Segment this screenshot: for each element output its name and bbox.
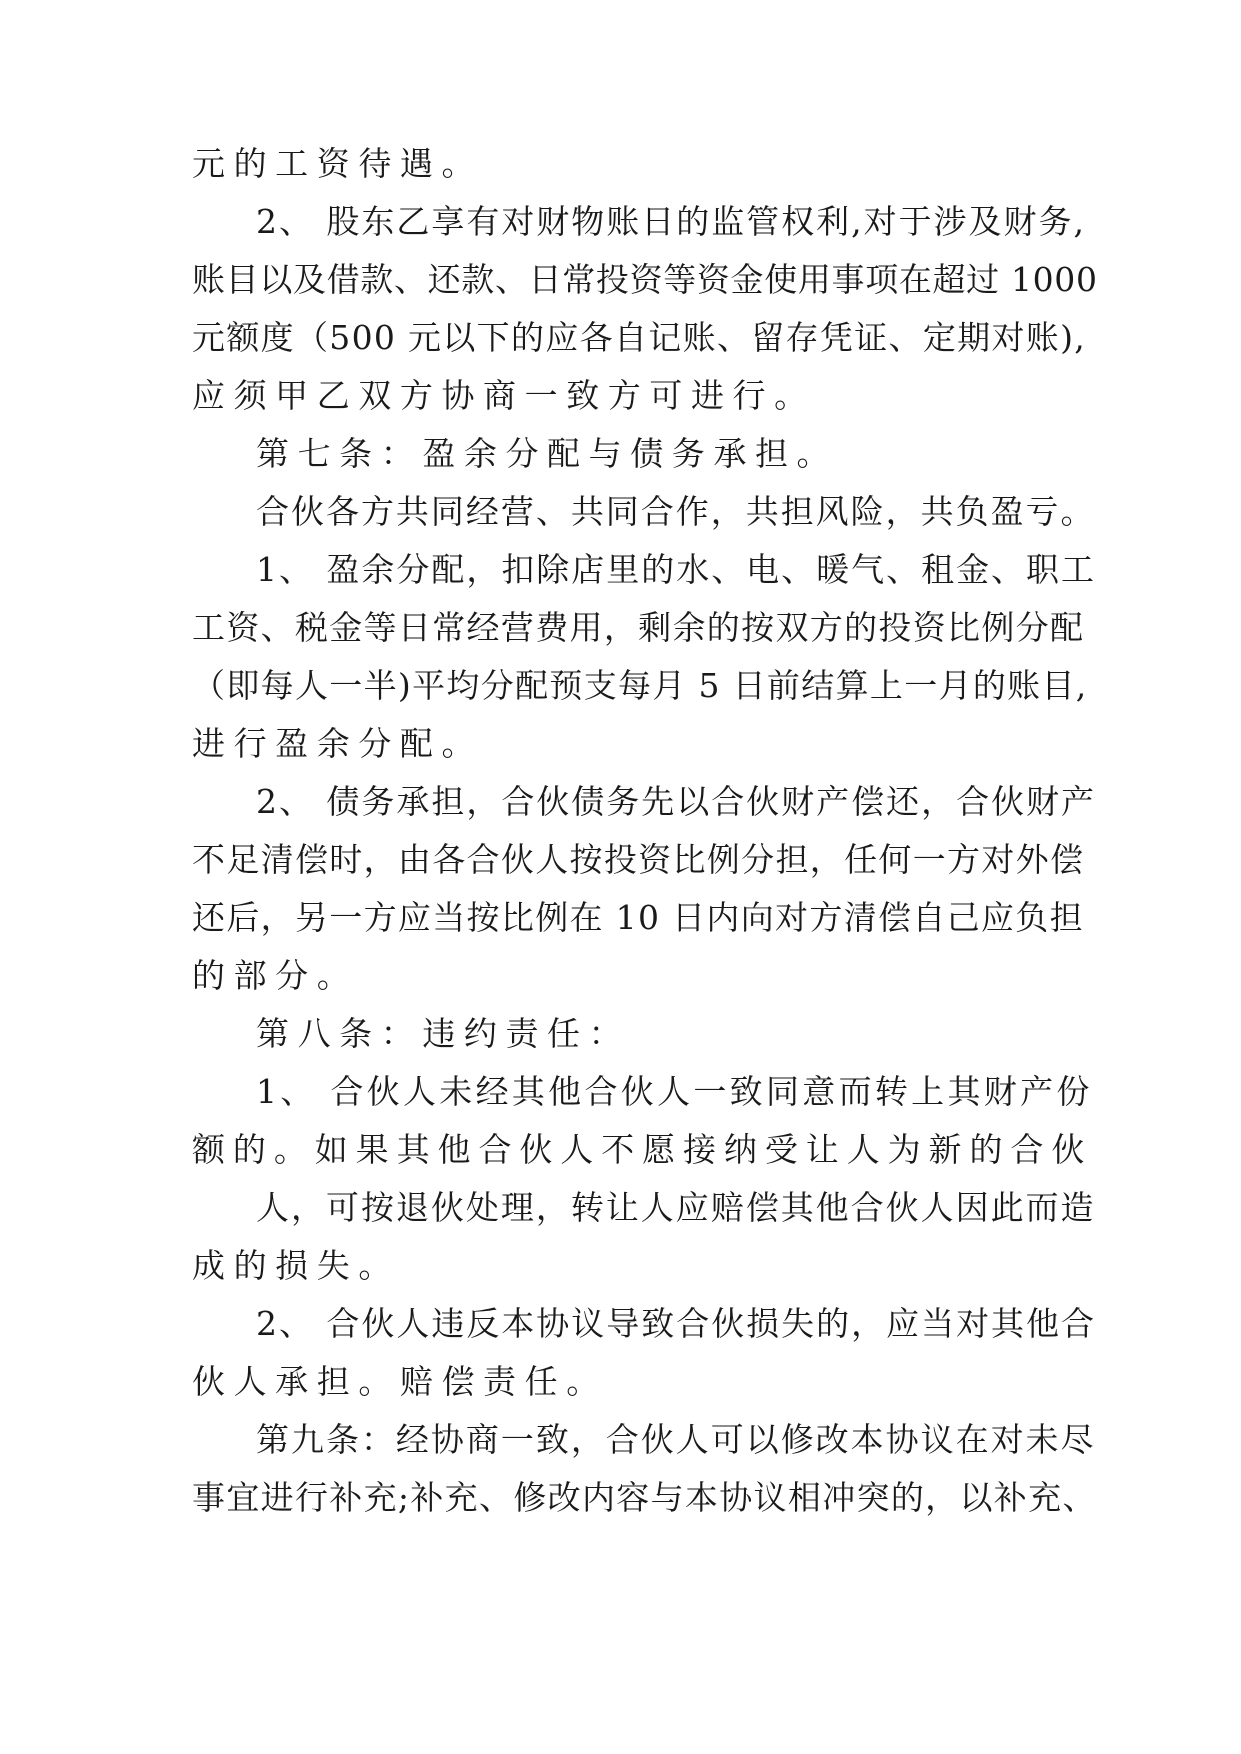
line-10: （即每人一半)平均分配预支每月 5 日前结算上一月的账目, <box>192 666 1088 705</box>
line-4: 元额度（500 元以下的应各自记账、留存凭证、定期对账), <box>192 318 1087 357</box>
line-6: 第七条：盈余分配与债务承担。 <box>256 434 839 473</box>
line-8: 1、 盈余分配，扣除店里的水、电、暖气、租金、职工 <box>256 550 1096 589</box>
line-5: 应须甲乙双方协商一致方可进行。 <box>192 376 816 415</box>
line-11: 进行盈余分配。 <box>192 724 484 763</box>
line-3: 账目以及借款、还款、日常投资等资金使用事项在超过 1000 <box>192 260 1098 299</box>
line-7: 合伙各方共同经营、共同合作，共担风险，共负盈亏。 <box>256 492 1096 531</box>
line-9: 工资、税金等日常经营费用，剩余的按双方的投资比例分配 <box>192 608 1085 647</box>
line-16: 第八条：违约责任： <box>256 1014 631 1053</box>
line-18: 额的。如果其他合伙人不愿接纳受让人为新的合伙 <box>192 1130 1093 1169</box>
line-17: 1、 合伙人未经其他合伙人一致同意而转上其财产份 <box>256 1072 1093 1111</box>
line-12: 2、 债务承担，合伙债务先以合伙财产偿还，合伙财产 <box>256 782 1096 821</box>
line-23: 第九条：经协商一致，合伙人可以修改本协议在对未尽 <box>256 1420 1096 1459</box>
line-19: 人，可按退伙处理，转让人应赔偿其他合伙人因此而造 <box>256 1188 1096 1227</box>
line-14: 还后，另一方应当按比例在 10 日内向对方清偿自己应负担 <box>192 898 1084 937</box>
line-2: 2、 股东乙享有对财物账日的监管权利,对于涉及财务, <box>256 202 1086 241</box>
line-1: 元的工资待遇。 <box>192 144 484 183</box>
line-21: 2、 合伙人违反本协议导致合伙损失的，应当对其他合 <box>256 1304 1096 1343</box>
line-20: 成的损失。 <box>192 1246 400 1285</box>
line-15: 的部分。 <box>192 956 359 995</box>
line-22: 伙人承担。赔偿责任。 <box>192 1362 608 1401</box>
line-13: 不足清偿时，由各合伙人按投资比例分担，任何一方对外偿 <box>192 840 1085 879</box>
line-24: 事宜进行补充;补充、修改内容与本协议相冲突的，以补充、 <box>192 1478 1097 1517</box>
